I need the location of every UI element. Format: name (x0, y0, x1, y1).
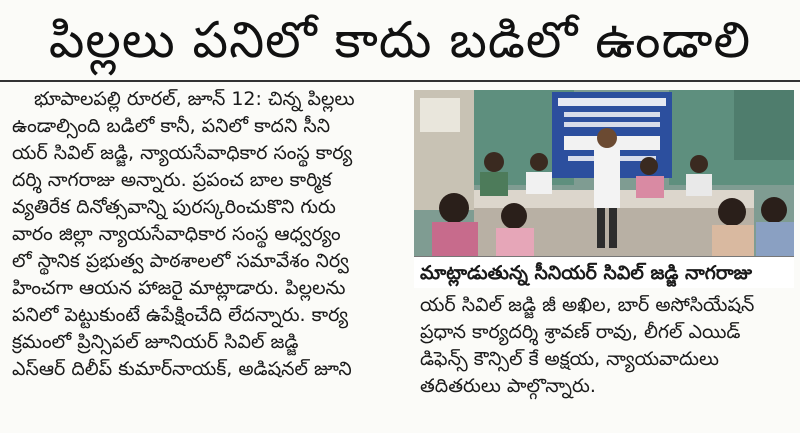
article-line: ప్రధాన కార్యదర్శి శ్రావణ్ రావు, లీగల్ ఎయిడ్ (420, 321, 741, 343)
article-line: భూపాలపల్లి రూరల్, జూన్ 12: చిన్న పిల్లలు (34, 88, 355, 110)
article-line: యర్ సివిల్ జడ్జి జీ అఖిల, బార్ అసోసియేషన్ (420, 294, 755, 316)
headline-rule (0, 80, 800, 82)
news-photo (414, 90, 794, 256)
photo-caption: మాట్లాడుతున్న సీనియర్ సివిల్ జడ్జి నాగరాజు (414, 256, 794, 288)
article-line: క్రమంలో ప్రిన్సిపల్ జూనియర్ సివిల్ జడ్జి (12, 331, 299, 353)
article-line: వారం జిల్లా న్యాయసేవాధికార సంస్థ ఆధ్వర్యం (12, 223, 341, 245)
article-column-right (420, 292, 792, 422)
article-line: వ్యతిరేక దినోత్సవాన్ని పురస్కరించుకొని గురు (12, 196, 336, 218)
article-line: లో స్థానిక ప్రభుత్వ పాఠశాలలో సమావేశం నిర్వ (12, 250, 349, 272)
article-column-left (12, 86, 404, 426)
article-line: పనిలో పెట్టుకుంటే ఉపేక్షించేది లేదన్నారు. కార్య (12, 304, 349, 326)
article-line: హించగా ఆయన హాజరై మాట్లాడారు. పిల్లలను (12, 277, 346, 299)
headline: పిల్లలు పనిలో కాదు బడిలో ఉండాలి (48, 11, 752, 69)
article-line: ఎస్ఆర్ దిలీప్ కుమార్‌నాయక్, అడిషనల్ జూని (12, 358, 352, 380)
article-line: దర్శి నాగరాజు అన్నారు. ప్రపంచ బాల కార్మిక (12, 169, 332, 191)
article-line: డిఫెన్స్ కౌన్సిల్ కే అక్షయ, న్యాయవాదులు (420, 348, 719, 370)
article-line: యర్ సివిల్ జడ్జి, న్యాయసేవాధికార సంస్థ కార్య (12, 142, 353, 164)
meeting-photo-illustration (414, 90, 794, 256)
article-line: ఉండాల్సింది బడిలో కానీ, పనిలో కాదని సీని (12, 115, 331, 137)
article-line: తదితరులు పాల్గొన్నారు. (420, 375, 596, 397)
